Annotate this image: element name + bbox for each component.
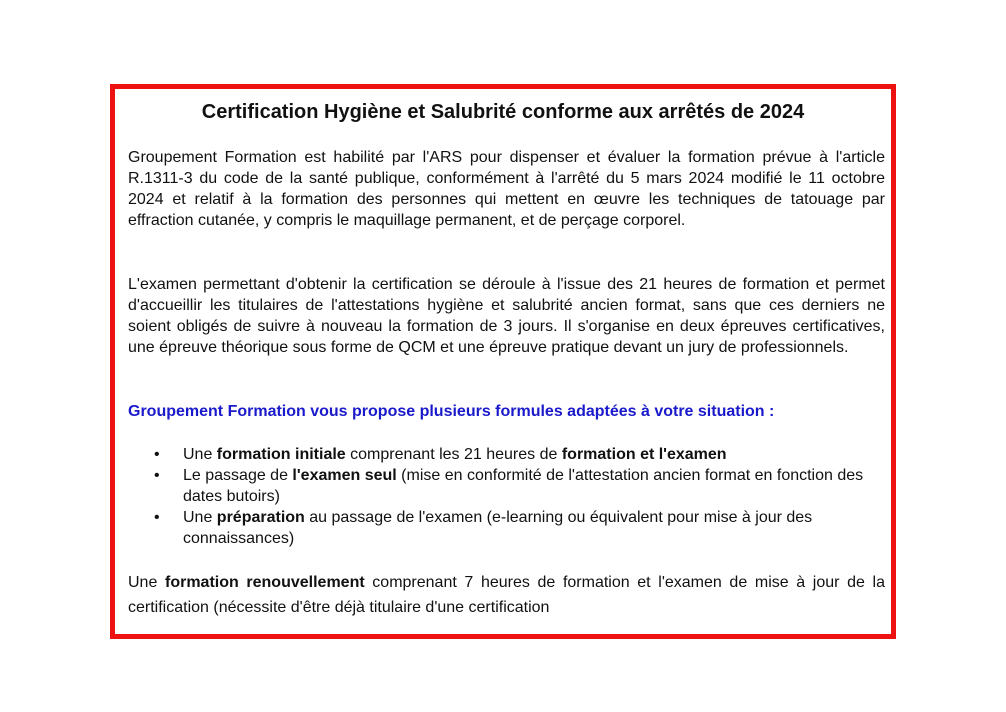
certification-box — [110, 84, 896, 639]
list-item-exam-only — [128, 465, 873, 507]
renewal-text: Une — [128, 574, 165, 591]
list-item-preparation — [128, 507, 873, 549]
bullet-icon: • — [154, 467, 160, 484]
item-bold-text: formation initiale — [216, 446, 346, 463]
formulas-list — [128, 444, 885, 549]
item-text: au passage de l'examen (e-learning ou équivalent pour mise à jour des connaissances) — [183, 509, 813, 547]
item-bold-text: préparation — [216, 509, 305, 526]
page-title: Certification Hygiène et Salubrité conforme aux arrêtés de 2024 — [201, 101, 805, 123]
renewal-paragraph — [128, 570, 885, 620]
item-text: (mise en conformité de l'attestation ancien format en fonction des dates butoirs) — [183, 467, 864, 505]
item-bold-text: formation et l'examen — [561, 446, 727, 463]
renewal-text: comprenant 7 heures de formation et l'examen de mise à jour de la certification (nécessite d'être déjà titulaire d'une certification — [128, 574, 886, 616]
item-text: Le passage de — [183, 467, 293, 484]
item-text: comprenant les 21 heures de — [345, 446, 562, 463]
item-text: Une — [183, 509, 217, 526]
item-text: Une — [183, 446, 217, 463]
exam-paragraph: L'examen permettant d'obtenir la certification se déroule à l'issue des 21 heures de formation et permet d'accueillir les titulaires de l'attestations hygiène et salubrité ancien format, sans que ces derniers ne soient obligés de suivre à nouveau la formation de 3 jours. Il s'organise en deux épreuves certificatives, une épreuve théorique sous forme de QCM et une épreuve pratique devant un jury de professionnels. — [128, 276, 885, 356]
renewal-bold-text: formation renouvellement — [165, 574, 365, 591]
list-item-initial-training — [128, 444, 873, 465]
intro-paragraph: Groupement Formation est habilité par l'ARS pour dispenser et évaluer la formation prévue à l'article R.1311-3 du code de la santé publique, conformément à l'arrêté du 5 mars 2024 modifié le 11 octobre 2024 et relatif à la formation des personnes qui mettent en œuvre les techniques de tatouage par effraction cutanée, y compris le maquillage permanent, et de perçage corporel. — [128, 149, 885, 229]
bullet-icon: • — [154, 509, 160, 526]
bullet-icon: • — [154, 446, 160, 463]
formulas-subheading: Groupement Formation vous propose plusieurs formules adaptées à votre situation : — [128, 403, 775, 420]
item-bold-text: l'examen seul — [292, 467, 397, 484]
